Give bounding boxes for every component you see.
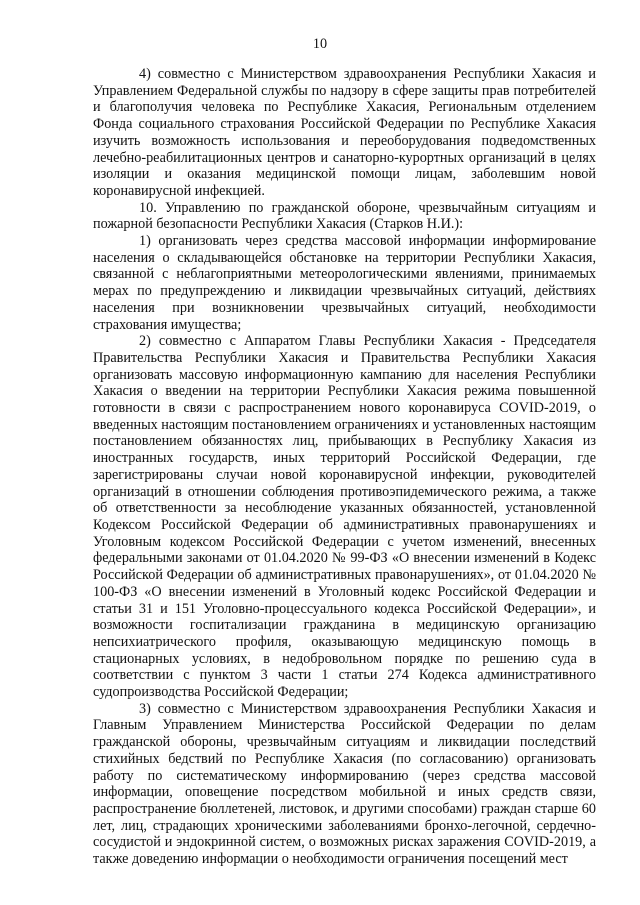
- paragraph-item-1: 1) организовать через средства массовой информации информирование населения о складывающейся обстановке на территории Республики Хакасия, связанной с неблагоприятными метеорологическими явлениями, принимаемых мерах по предупреждению и ликвидации чрезвычайных ситуаций, действиях населения при возникновении чрезвычайных ситуаций, необходимости страхования имущества;: [93, 233, 596, 333]
- paragraph-item-2: 2) совместно с Аппаратом Главы Республики Хакасия - Председателя Правительства Республики Хакасия и Правительства Республики Хакасия организовать массовую информационную кампанию для населения Республики Хакасия о введении на территории Республики Хакасия режима повышенной готовности в связи с распространением нового коронавируса COVID-2019, о введенных настоящим постановлением ограничениях и установленных настоящим постановлением обязанностях лиц, прибывающих в Республику Хакасия из иностранных государств, иных территорий Российской Федерации, где зарегистрированы случаи новой коронавирусной инфекции, руководителей организаций в отношении соблюдения противоэпидемического режима, а также об ответственности за несоблюдение указанных обязанностей, установленной Кодексом Российской Федерации об административных правонарушениях и Уголовным кодексом Российской Федерации с учетом изменений, внесенных федеральными законами от 01.04.2020 № 99-ФЗ «О внесении изменений в Кодекс Российской Федерации об административных правонарушениях», от 01.04.2020 № 100-ФЗ «О внесении изменений в Уголовный кодекс Российской Федерации и статьи 31 и 151 Уголовно-процессуального кодекса Российской Федерации», и возможности госпитализации гражданина в медицинскую организацию непсихиатрического профиля, оказывающую медицинскую помощь в стационарных условиях, в недобровольном порядке по решению суда в соответствии с пунктом 3 части 1 статьи 274 Кодекса административного судопроизводства Российской Федерации;: [93, 333, 596, 701]
- document-body: [93, 66, 596, 868]
- page-number: 10: [312, 36, 328, 52]
- paragraph-section-10: 10. Управлению по гражданской обороне, чрезвычайным ситуациям и пожарной безопасности Республики Хакасия (Старков Н.И.):: [93, 199, 596, 233]
- paragraph-item-4: 4) совместно с Министерством здравоохранения Республики Хакасия и Управлением Федеральной службы по надзору в сфере защиты прав потребителей и благополучия человека по Республике Хакасия, Региональным отделением Фонда социального страхования Российской Федерации по Республике Хакасия изучить возможность использования и переоборудования подведомственных лечебно-реабилитационных центров и санаторно-курортных организаций в целях изоляции и оказания медицинской помощи лицам, заболевшим новой коронавирусной инфекцией.: [93, 66, 596, 199]
- paragraph-item-3: 3) совместно с Министерством здравоохранения Республики Хакасия и Главным Управлением Министерства Российской Федерации по делам гражданской обороны, чрезвычайным ситуациям и ликвидации последствий стихийных бедствий по Республике Хакасия (по согласованию) организовать работу по систематическому информированию (через средства массовой информации, оповещение посредством мобильной и иных средств связи, распространение бюллетеней, листовок, и другими способами) граждан старше 60 лет, лиц, страдающих хроническими заболеваниями бронхо-легочной, сердечно-сосудистой и эндокринной систем, о возможных рисках заражения COVID-2019, а также доведению информации о необходимости ограничения посещений мест: [93, 700, 596, 868]
